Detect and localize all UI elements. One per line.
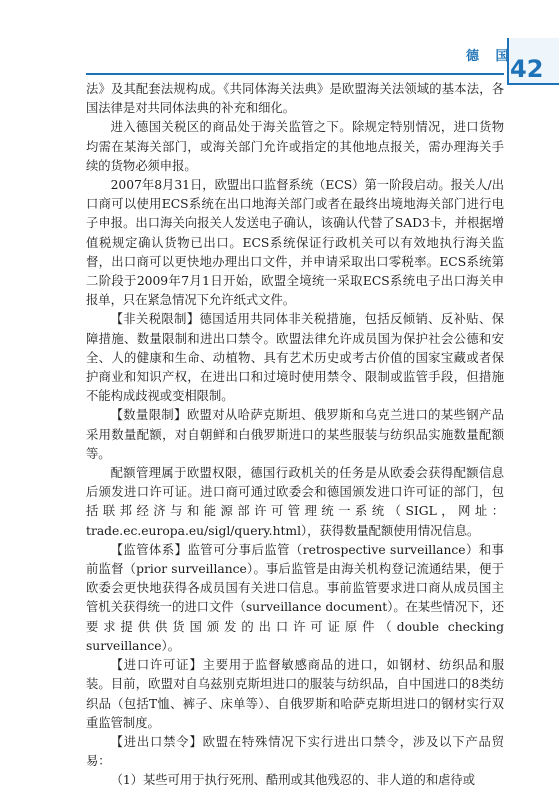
paragraph: 法》及其配套法规构成。《共同体海关法典》是欧盟海关法领域的基本法，各国法律是对共同体法典的补充和细化。: [86, 82, 504, 116]
paragraph: 【数量限制】欧盟对从哈萨克斯坦、俄罗斯和乌克兰进口的某些钢产品采用数量配额，对自朝鲜和白俄罗斯进口的某些服装与纺织品实施数量配额等。: [86, 408, 504, 461]
list-item: （1）某些可用于执行死刑、酷刑或其他残忍的、非人道的和虐待或: [110, 773, 476, 788]
header-rule: [86, 73, 504, 75]
paragraph: 进入德国关税区的商品处于海关监管之下。除规定特别情况，进口货物均需在某海关部门，或海关部门允许或指定的其他地点报关，需办理海关手续的货物必须申报。: [86, 120, 504, 173]
page-number: 42: [510, 55, 544, 83]
paragraph: 【监管体系】监管可分事后监管（retrospective surveillance）和事前监督（prior surveillance）。事后监管是由海关机构登记流通结果，便于欧委会更快地获得各成员国有关进口信息。事前监管要求进口商从成员国主管机关获得统一的进口文件（surveillance document）。在某些情况下，还要求提供供货国颁发的出口许可证原件（double checking surveillance）。: [86, 542, 505, 653]
paragraph: 配额管理属于欧盟权限，德国行政机关的任务是从欧委会获得配额信息后颁发进口许可证。进口商可通过欧委会和德国颁发进口许可证的部门，包括联邦经济与和能源部许可管理统一系统（SIGL，网址：trade.ec.europa.eu/sigl/query.html），获得数量配额使用情况信息。: [86, 466, 504, 538]
paragraph: 2007年8月31日，欧盟出口监督系统（ECS）第一阶段启动。报关人/出口商可以使用ECS系统在出口地海关部门或者在最终出境地海关部门进行电子申报。出口海关向报关人发送电子确认，该确认代替了SAD3卡，并根据增值税规定确认货物已出口。ECS系统保证行政机关可以有效地执行海关监督，出口商可以更快地办理出口文件，并申请采取出口零税率。ECS系统第二阶段于2009年7月1日开始，欧盟全境统一采取ECS系统电子出口海关申报单，只在紧急情况下允许纸式文件。: [86, 178, 504, 308]
paragraph: 【进出口禁令】欧盟在特殊情况下实行进出口禁令，涉及以下产品贸易：: [86, 734, 504, 769]
body-text: [86, 80, 504, 791]
paragraph: 【进口许可证】主要用于监督敏感商品的进口，如钢材、纺织品和服装。目前，欧盟对自乌兹别克斯坦进口的服装与纺织品，自中国进口的8类纺织品（包括T恤、裤子、床单等）、自俄罗斯和哈萨克斯坦进口的钢材实行双重监管制度。: [86, 658, 504, 730]
paragraph: 【非关税限制】德国适用共同体非关税措施，包括反倾销、反补贴、保障措施、数量限制和进出口禁令。欧盟法律允许成员国为保护社会公德和安全、人的健康和生命、动植物、具有艺术历史或考古价值的国家宝藏或者保护商业和知识产权，在进出口和过境时使用禁令、限制或监管手段，但措施不能构成歧视或变相限制。: [86, 312, 504, 404]
running-header-title: 德 国: [466, 49, 515, 64]
